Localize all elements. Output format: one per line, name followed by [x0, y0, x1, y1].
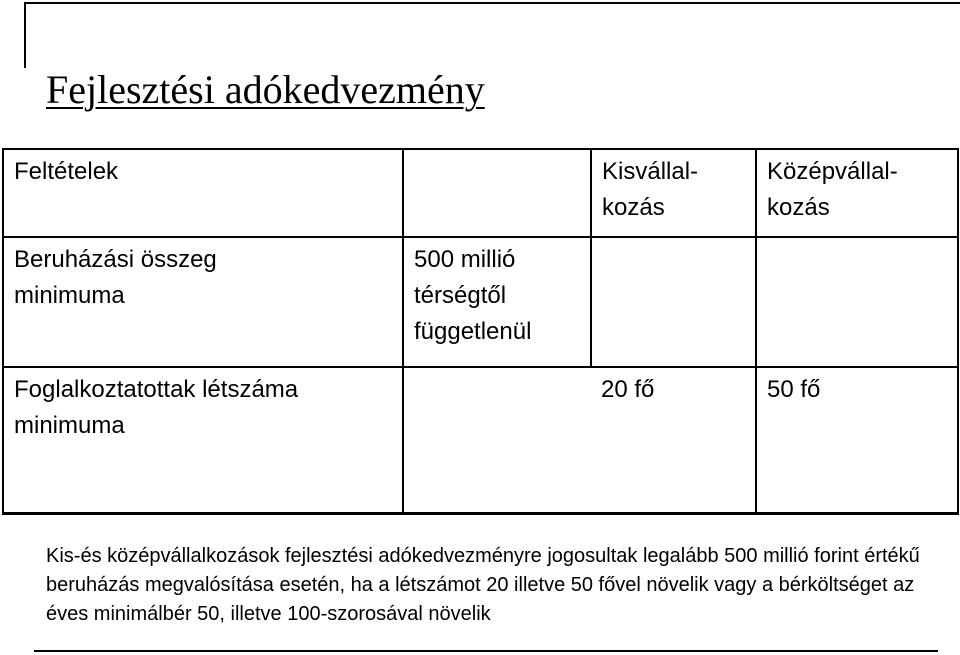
footnote-text: Kis-és középvállalkozások fejlesztési adókedvezményre jogosultak legalább 500 millió forint értékű beruházás megvalósítása esetén, ha a létszámot 20 illetve 50 fővel növelik vagy a bérköltséget az éves minimálbér 50, illetve 100-szorosával növelik — [46, 545, 920, 625]
cell-employees-medium: 50 fő — [756, 367, 958, 513]
table-row — [3, 237, 958, 367]
row-label-employees: Foglalkoztatottak létszáma minimuma — [3, 367, 403, 513]
row-label-investment: Beruházási összeg minimuma — [3, 237, 403, 367]
page-title: Fejlesztési adókedvezmény — [46, 67, 485, 112]
cell-employees-small: 20 fő — [591, 367, 756, 513]
cell-investment-general: 500 millió térségtől függetlenül — [403, 237, 591, 367]
top-border-line — [24, 2, 960, 4]
header-conditions: Feltételek — [3, 149, 403, 237]
cell-employees-general — [403, 367, 591, 513]
cell-investment-small — [591, 237, 756, 367]
left-accent-line — [24, 4, 26, 68]
header-blank — [403, 149, 591, 237]
bottom-rule — [34, 650, 938, 652]
table-header-row — [3, 149, 958, 237]
conditions-table — [2, 148, 959, 515]
header-small-enterprise: Kisvállal- kozás — [591, 149, 756, 237]
cell-investment-medium — [756, 237, 958, 367]
table-row — [3, 367, 958, 513]
header-medium-enterprise: Középvállal- kozás — [756, 149, 958, 237]
